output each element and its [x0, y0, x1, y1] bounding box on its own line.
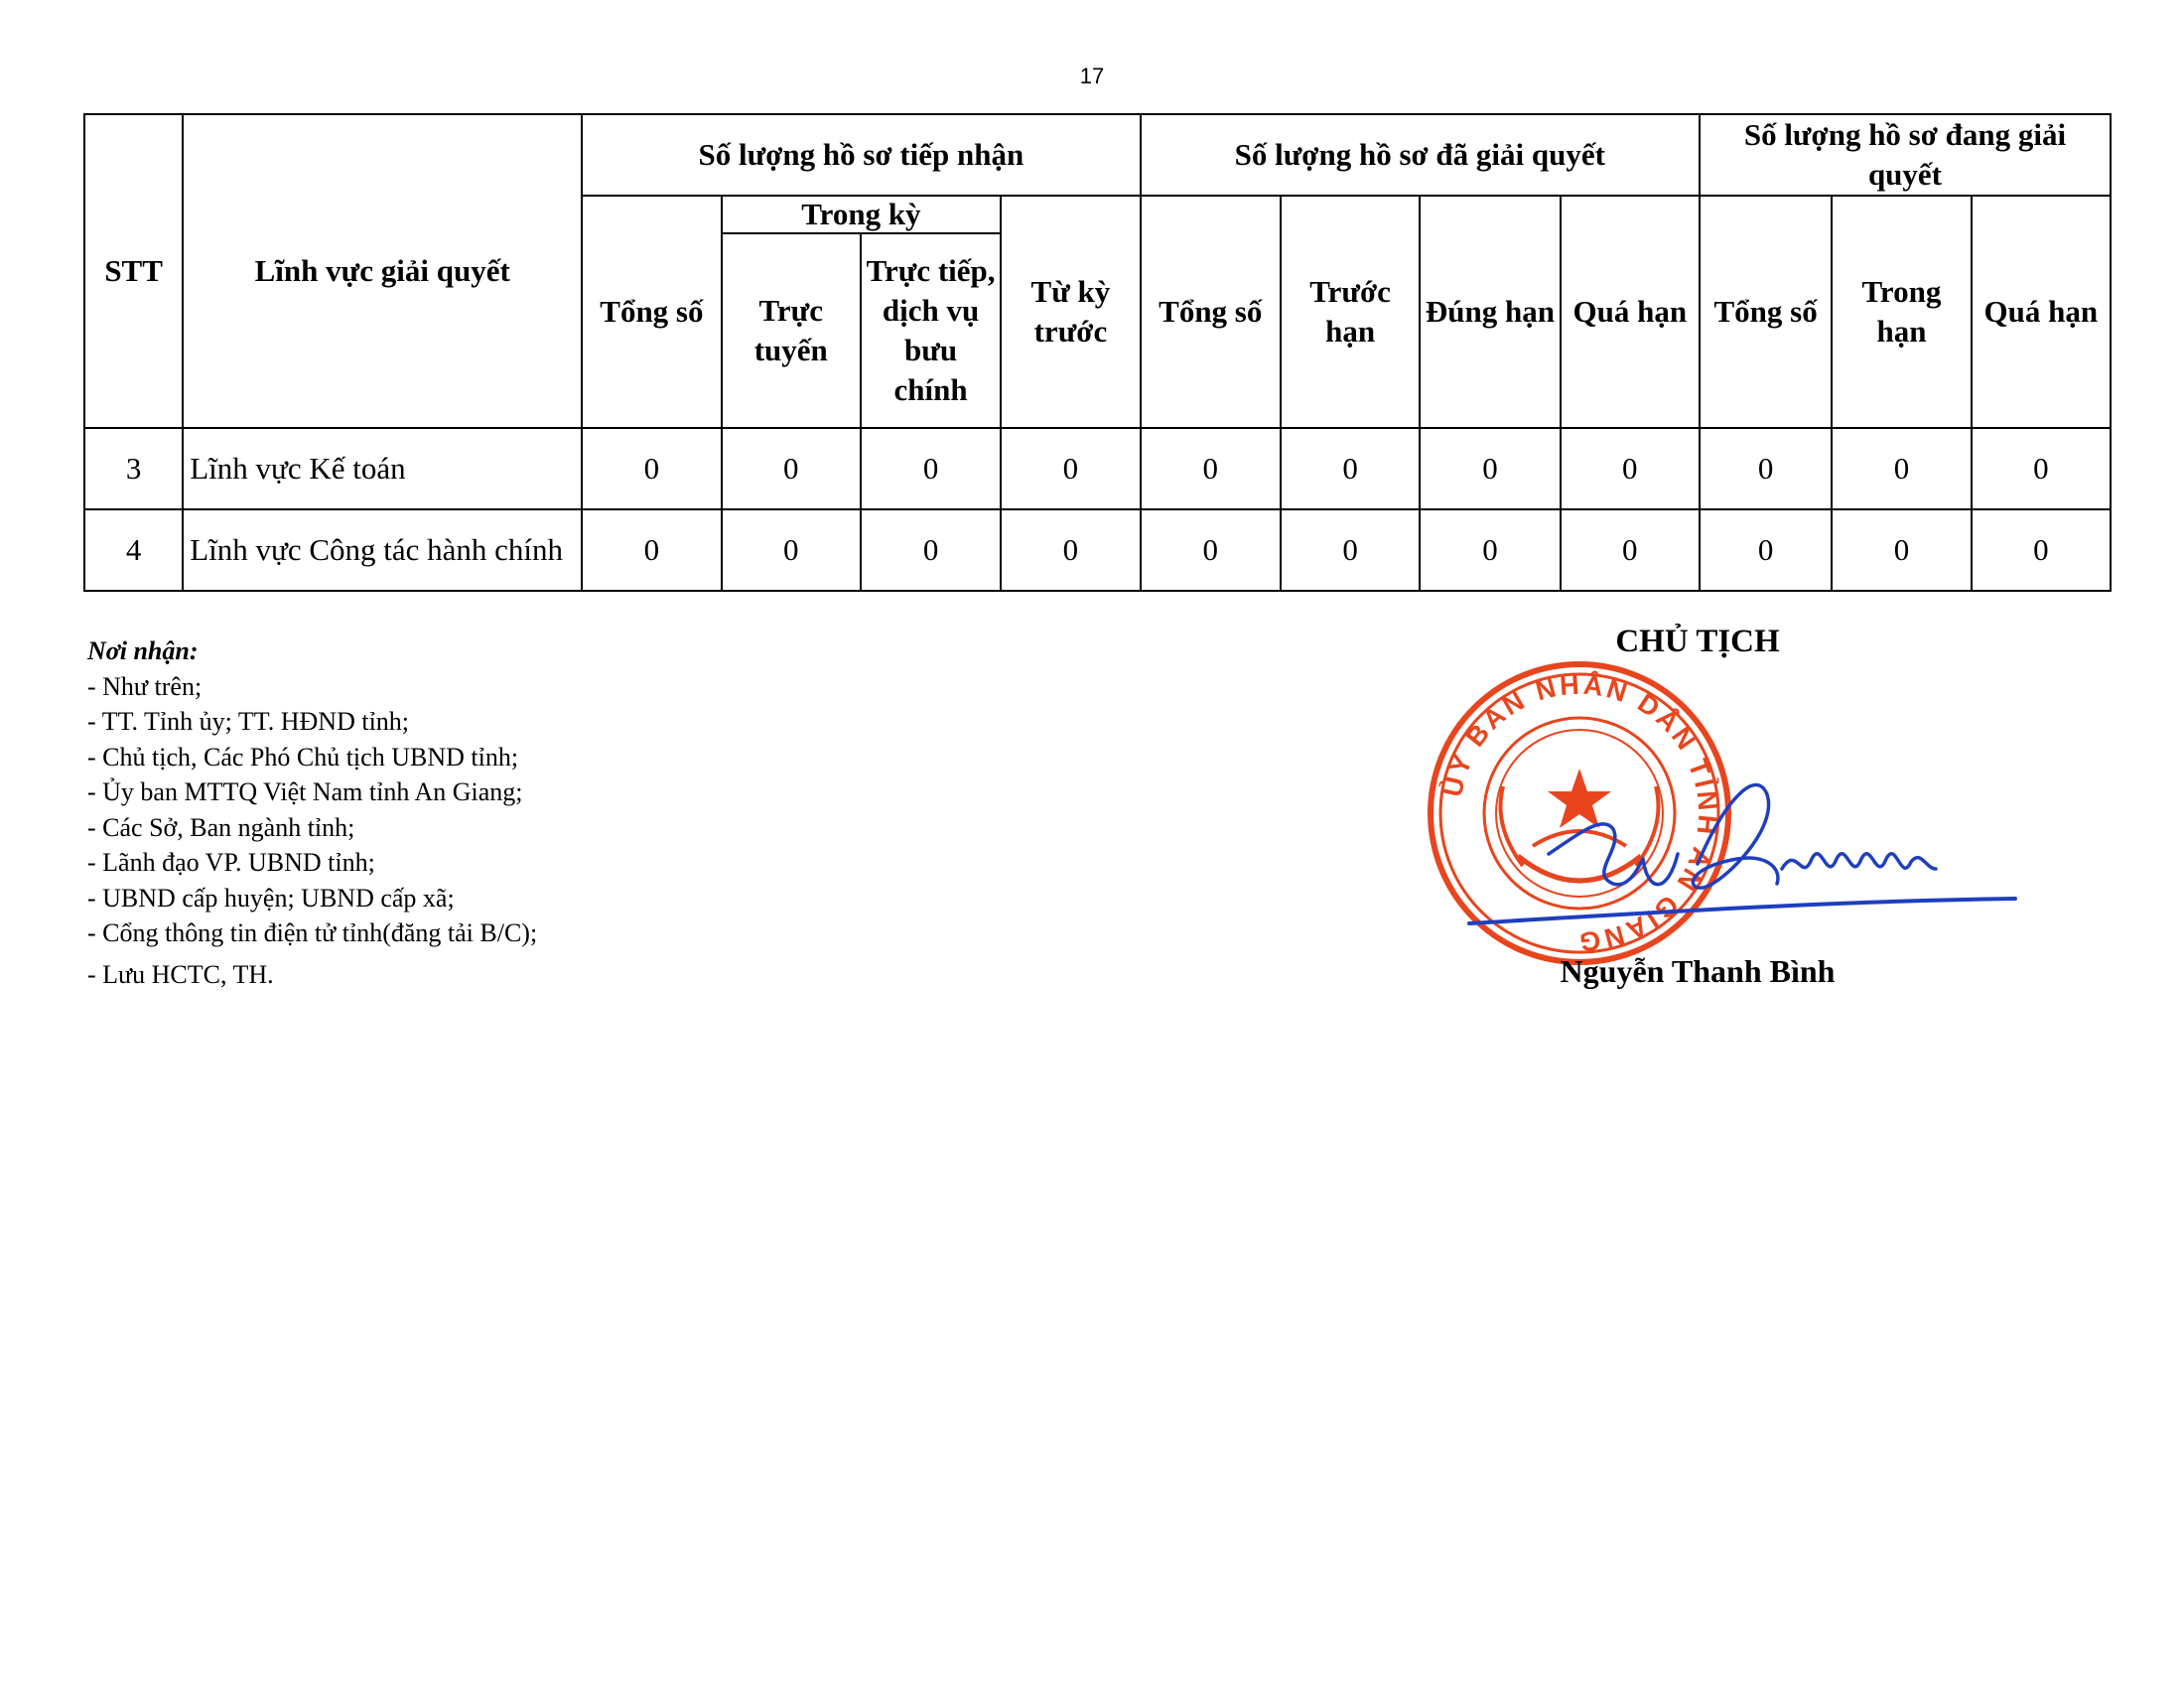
- recipients-block: [87, 633, 537, 992]
- signer-title: CHỦ TỊCH: [1615, 624, 1780, 659]
- row-value: 0: [1141, 509, 1281, 591]
- list-item: - Ủy ban MTTQ Việt Nam tỉnh An Giang;: [87, 777, 523, 806]
- row-stt: 4: [84, 509, 183, 591]
- header-online: Trực tuyến: [722, 233, 861, 428]
- list-item: - Lãnh đạo VP. UBND tỉnh;: [87, 848, 375, 877]
- row-value: 0: [1281, 428, 1420, 509]
- header-received-total: Tổng số: [582, 196, 721, 428]
- list-item: - TT. Tỉnh ủy; TT. HĐND tỉnh;: [87, 707, 410, 736]
- header-resolved-early: Trước hạn: [1281, 196, 1420, 428]
- header-group-resolved: Số lượng hồ sơ đã giải quyết: [1141, 114, 1700, 196]
- signer-name: Nguyễn Thanh Bình: [1560, 953, 1836, 989]
- row-value: 0: [1832, 509, 1971, 591]
- row-value: 0: [1972, 509, 2111, 591]
- header-stt: STT: [84, 114, 183, 428]
- row-value: 0: [861, 428, 1001, 509]
- row-value: 0: [861, 509, 1001, 591]
- header-resolved-total: Tổng số: [1141, 196, 1281, 428]
- row-value: 0: [1420, 428, 1560, 509]
- seal-text: ỦY BAN NHÂN DÂN TỈNH AN GIANG: [1436, 669, 1723, 957]
- list-item: - Chủ tịch, Các Phó Chủ tịch UBND tỉnh;: [87, 742, 519, 772]
- recipients-title: Nơi nhận:: [87, 636, 199, 665]
- list-item: - Các Sở, Ban ngành tỉnh;: [87, 812, 355, 842]
- header-resolved-overdue: Quá hạn: [1561, 196, 1700, 428]
- row-value: 0: [722, 509, 861, 591]
- row-value: 0: [1700, 509, 1832, 591]
- header-pending-overdue: Quá hạn: [1972, 196, 2111, 428]
- row-value: 0: [1700, 428, 1832, 509]
- row-value: 0: [1001, 428, 1140, 509]
- header-direct-postal: Trực tiếp, dịch vụ bưu chính: [861, 233, 1001, 428]
- row-stt: 3: [84, 428, 183, 509]
- header-previous-period: Từ kỳ trước: [1001, 196, 1140, 428]
- table-row: [84, 509, 2111, 591]
- row-value: 0: [722, 428, 861, 509]
- row-value: 0: [1281, 509, 1420, 591]
- row-value: 0: [1972, 428, 2111, 509]
- list-item: - Cổng thông tin điện tử tỉnh(đăng tải B/C);: [87, 918, 538, 947]
- list-item: - Lưu HCTC, TH.: [87, 959, 274, 989]
- row-value: 0: [1561, 509, 1700, 591]
- header-group-pending: Số lượng hồ sơ đang giải quyết: [1700, 114, 2111, 196]
- list-item: - Như trên;: [87, 671, 203, 701]
- header-resolved-ontime: Đúng hạn: [1420, 196, 1560, 428]
- header-in-period: Trong kỳ: [722, 196, 1002, 233]
- row-value: 0: [1832, 428, 1971, 509]
- handwritten-signature-icon: [1439, 774, 2035, 943]
- table-row: [84, 428, 2111, 509]
- row-value: 0: [1001, 509, 1140, 591]
- row-value: 0: [1141, 428, 1281, 509]
- row-value: 0: [1420, 509, 1560, 591]
- header-pending-total: Tổng số: [1700, 196, 1832, 428]
- list-item: - UBND cấp huyện; UBND cấp xã;: [87, 883, 455, 913]
- row-value: 0: [582, 428, 721, 509]
- header-field: Lĩnh vực giải quyết: [183, 114, 582, 428]
- report-table: [83, 113, 2112, 592]
- row-field: Lĩnh vực Công tác hành chính: [183, 509, 582, 591]
- row-value: 0: [1561, 428, 1700, 509]
- row-field: Lĩnh vực Kế toán: [183, 428, 582, 509]
- header-group-received: Số lượng hồ sơ tiếp nhận: [582, 114, 1140, 196]
- row-value: 0: [582, 509, 721, 591]
- recipients-list: [87, 669, 537, 993]
- page-number: 17: [1079, 64, 1105, 88]
- header-pending-intime: Trong hạn: [1832, 196, 1971, 428]
- header-row-1: [84, 114, 2111, 196]
